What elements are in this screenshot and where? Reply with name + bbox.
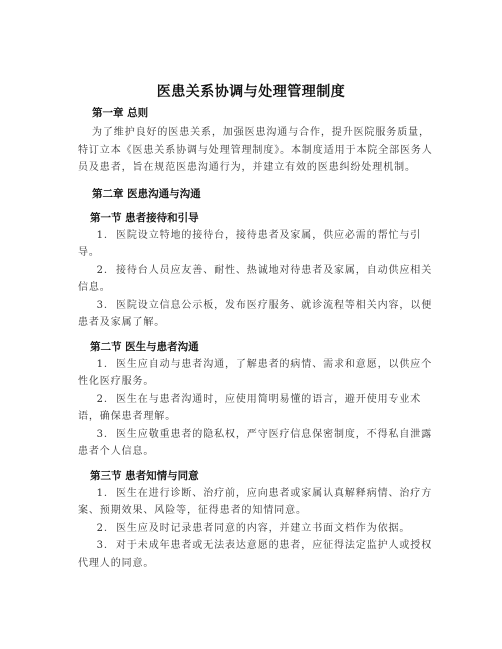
list-item (78, 356, 434, 391)
document-body (78, 104, 434, 572)
list-item (78, 262, 434, 297)
list-item-number: 1. (96, 358, 108, 370)
list-item-text: 接待台人员应友善、耐性、热诚地对待患者及家属，自动供应相关信息。 (78, 264, 433, 293)
list-item (78, 227, 434, 262)
list-item (78, 485, 434, 520)
document-title: 医患关系协调与处理管理制度 (156, 84, 346, 100)
section-heading: 第一节 患者接待和引导 (90, 211, 199, 224)
list-item-number: 3. (96, 540, 108, 551)
chapter-heading: 第一章 总则 (92, 107, 149, 119)
list-item (78, 537, 434, 572)
list-item (78, 297, 434, 332)
list-item-number: 1. (96, 487, 108, 499)
list-item-text: 医生应敬重患者的隐私权，严守医疗信息保密制度，不得私自泄露患者个人信息。 (78, 428, 433, 457)
list-item-number: 3. (96, 299, 108, 311)
list-item-text: 医院设立特地的接待台，接待患者及家属，供应必需的帮忙与引导。 (78, 229, 422, 258)
list-item-number: 2. (96, 264, 108, 276)
list-item-number: 2. (96, 522, 108, 534)
list-item-text: 医生在与患者沟通时，应使用简明易懂的语言，避开使用专业术语，确保患者理解。 (78, 393, 422, 422)
list-item-text: 医生应及时记录患者同意的内容，并建立书面文档作为依据。 (116, 522, 411, 534)
list-item-text: 医生在进行诊断、治疗前，应向患者或家属认真解释病情、治疗方案、预期效果、风险等，征得患者的知情同意。 (78, 487, 433, 516)
list-item-text: 医院设立信息公示板，发布医疗服务、就诊流程等相关内容，以便患者及家属了解。 (78, 299, 433, 328)
list-item-number: 3. (96, 428, 108, 440)
chapter-heading: 第二章 医患沟通与沟通 (92, 187, 201, 200)
list-item-text: 医生应自动与患者沟通，了解患者的病情、需求和意愿，以供应个性化医疗服务。 (78, 358, 433, 387)
list-item (78, 426, 434, 461)
list-item (78, 391, 434, 426)
section-heading: 第二节 医生与患者沟通 (90, 340, 199, 353)
section-heading: 第三节 患者知情与同意 (90, 469, 199, 482)
list-item-number: 1. (96, 229, 108, 241)
chapter-paragraph: 为了维护良好的医患关系，加强医患沟通与合作，提升医院服务质量，特订立本《医患关系协调与处理管理制度》。本制度适用于本院全部医务人员及患者，旨在规范医患沟通行为，并建立有效的医患纠纷处理机制。 (78, 127, 433, 173)
list-item-text: 对于未成年患者或无法表达意愿的患者，应征得法定监护人或授权代理人的同意。 (78, 540, 433, 569)
list-item-number: 2. (96, 393, 108, 405)
list-item (78, 520, 434, 538)
